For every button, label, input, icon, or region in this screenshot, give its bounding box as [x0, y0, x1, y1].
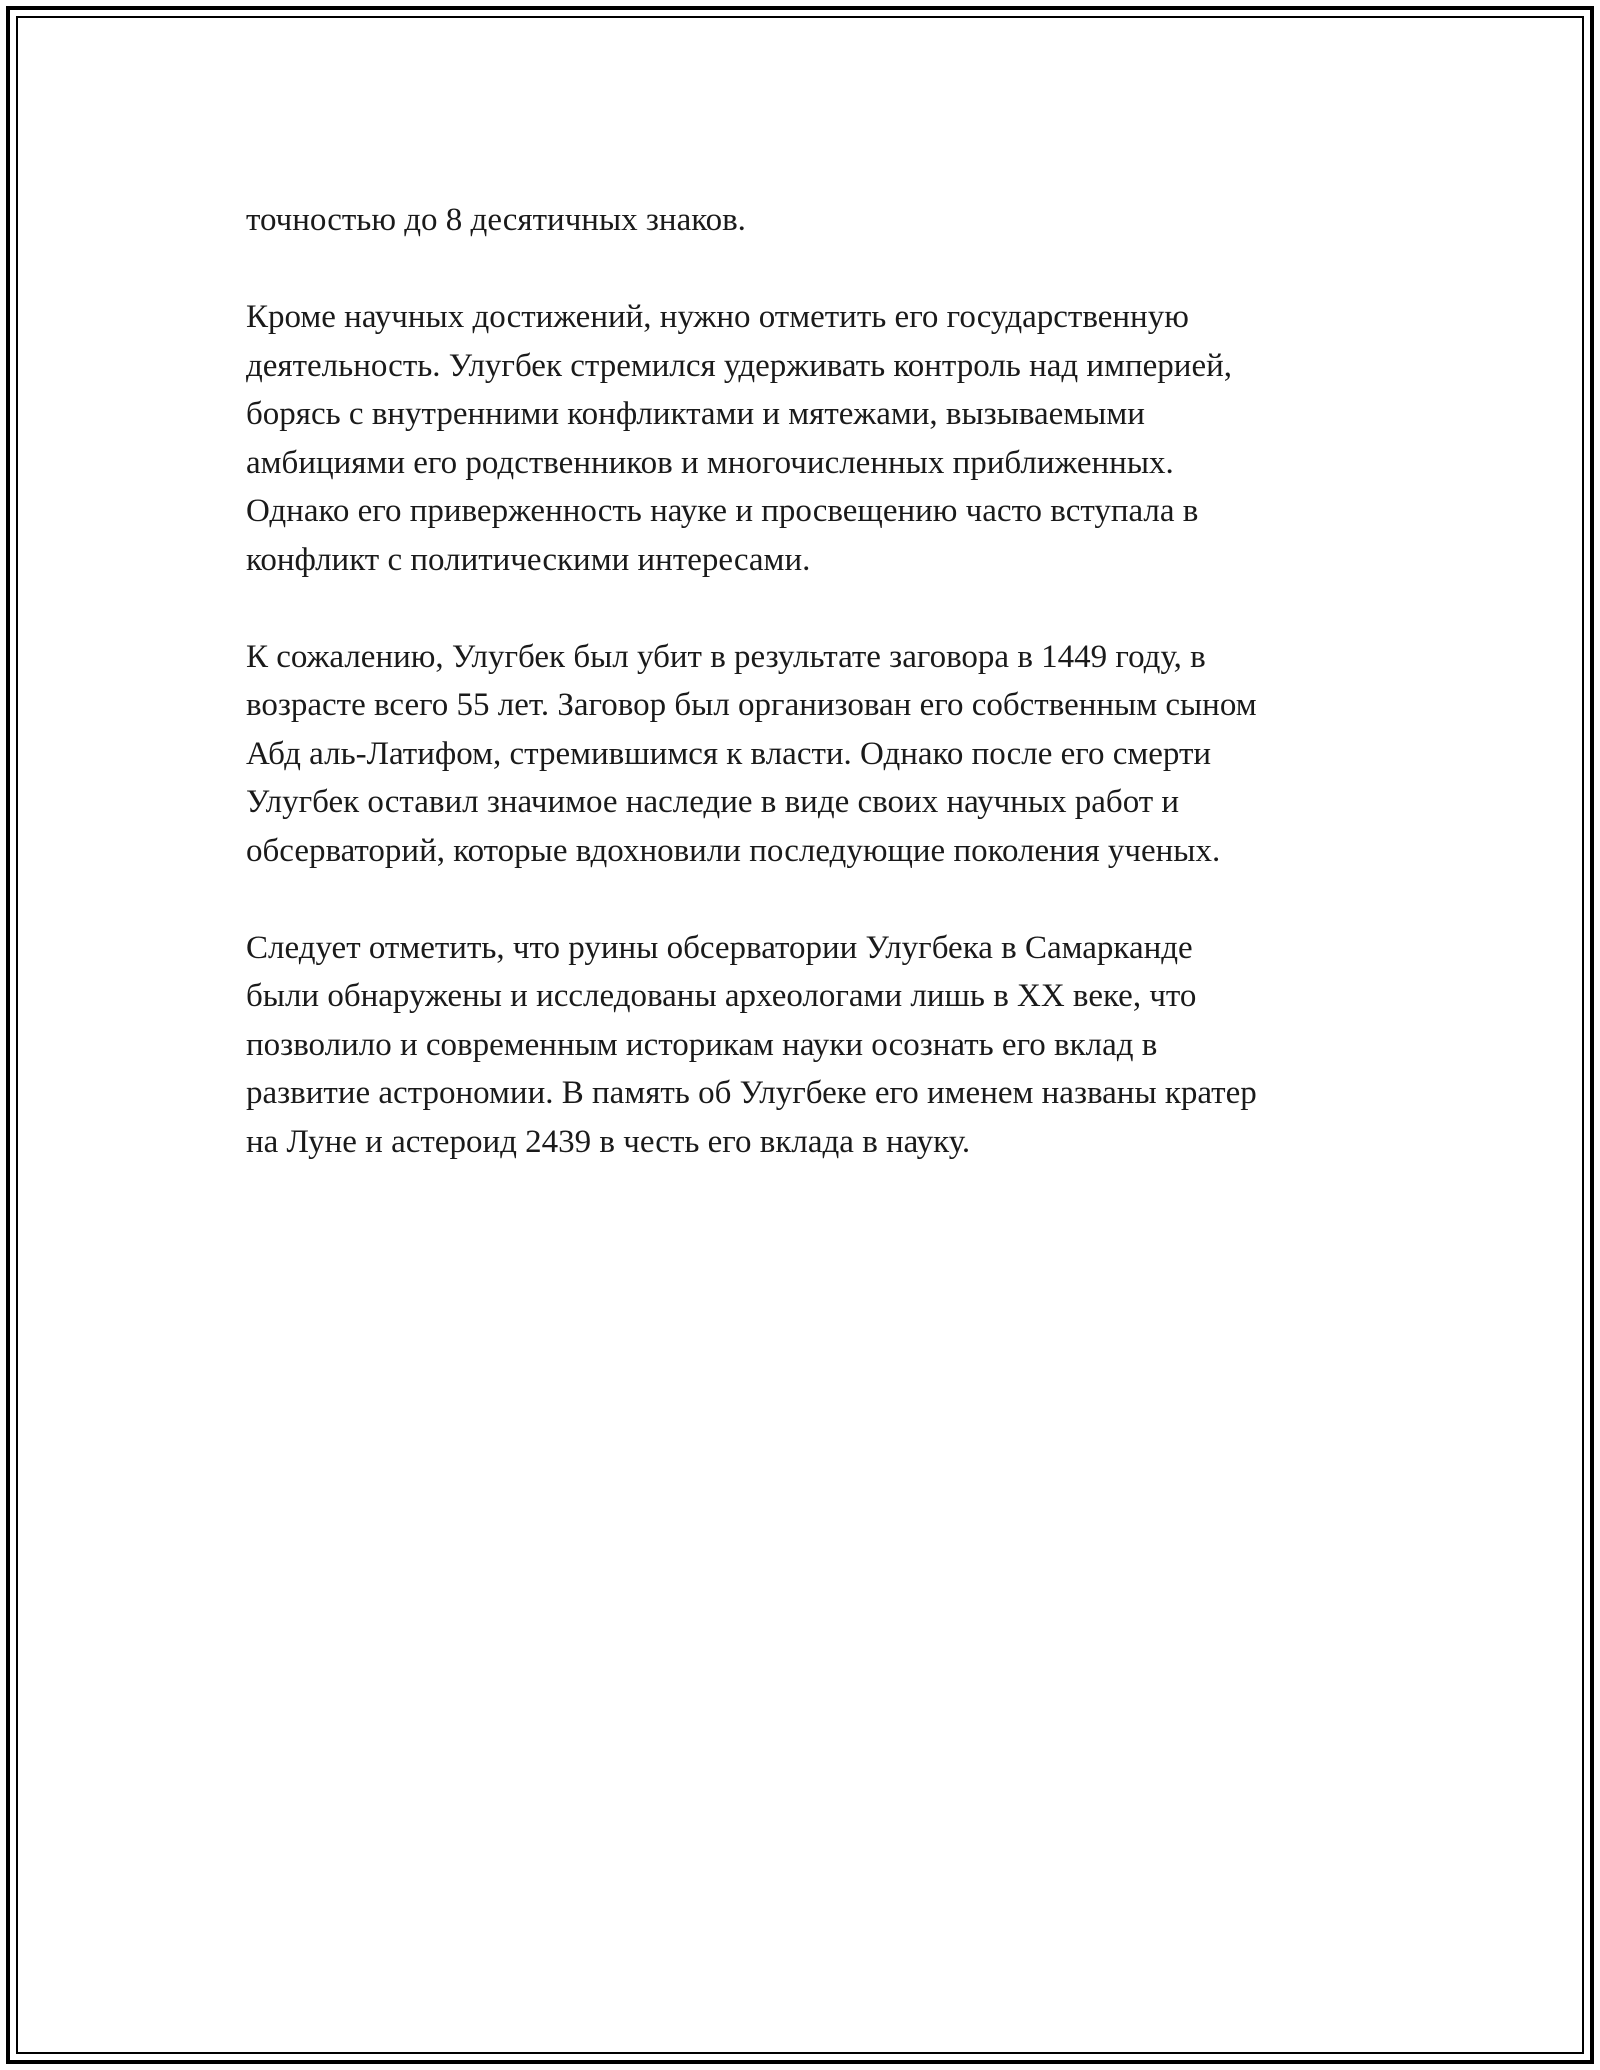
text-line: Однако его приверженность науке и просвещению часто вступала в: [246, 493, 1199, 529]
text-line: Следует отметить, что руины обсерватории Улугбека в Самарканде: [246, 929, 1193, 966]
text-line: точностью до 8 десятичных знаков.: [246, 202, 746, 238]
text-line: деятельность. Улугбек стремился удерживать контроль над империей,: [246, 347, 1233, 384]
document-body: [246, 196, 1396, 1215]
text-line: Улугбек оставил значимое наследие в виде своих научных работ и: [246, 784, 1180, 820]
text-line: Кроме научных достижений, нужно отметить его государственную: [246, 299, 1189, 335]
text-line: амбициями его родственников и многочисленных приближенных.: [246, 444, 1174, 481]
text-line: борясь с внутренними конфликтами и мятежами, вызываемыми: [246, 396, 1145, 432]
paragraph-3: [246, 633, 1396, 876]
text-line: К сожалению, Улугбек был убит в результате заговора в 1449 году, в: [246, 638, 1206, 675]
page-frame: [6, 6, 1594, 2064]
paragraph-4: [246, 924, 1396, 1167]
text-line: на Луне и астероид 2439 в честь его вклада в науку.: [246, 1123, 971, 1160]
text-line: обсерваторий, которые вдохновили последующие поколения ученых.: [246, 832, 1221, 869]
text-line: Абд аль-Латифом, стремившимся к власти. Однако после его смерти: [246, 735, 1212, 772]
text-line: возрасте всего 55 лет. Заговор был организован его собственным сыном: [246, 687, 1257, 723]
paragraph-1: [246, 196, 1396, 245]
text-line: конфликт с политическими интересами.: [246, 541, 811, 578]
paragraph-2: [246, 293, 1396, 584]
text-line: позволило и современным историкам науки осознать его вклад в: [246, 1026, 1158, 1063]
text-line: развитие астрономии. В память об Улугбеке его именем названы кратер: [246, 1075, 1257, 1111]
text-line: были обнаружены и исследованы археологами лишь в XX веке, что: [246, 978, 1197, 1014]
